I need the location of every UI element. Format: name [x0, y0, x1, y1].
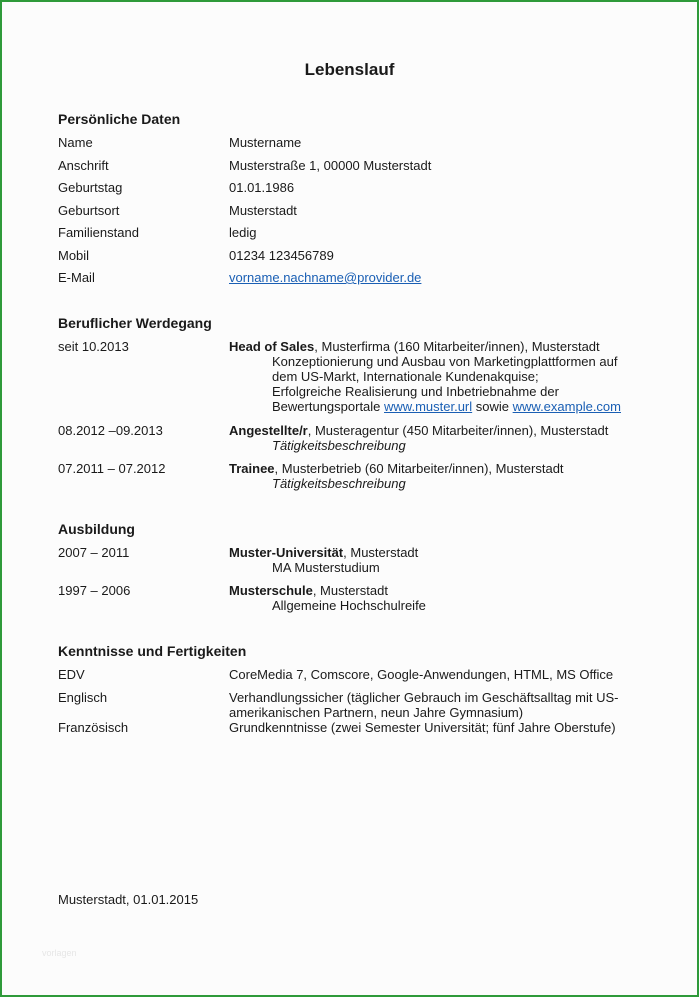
place-date-signature: Musterstadt, 01.01.2015 [58, 892, 199, 907]
row-label: Anschrift [58, 158, 109, 173]
entry-date: seit 10.2013 [58, 339, 129, 354]
url-link-example[interactable]: www.example.com [512, 399, 621, 414]
section-heading-personal: Persönliche Daten [58, 111, 181, 127]
entry-company: , Musterbetrieb (60 Mitarbeiter/innen), Musterstadt [274, 461, 564, 476]
entry-institution: Muster-Universität [229, 545, 344, 560]
url-link-muster[interactable]: www.muster.url [384, 399, 473, 414]
entry-role: Head of Sales [229, 339, 315, 354]
row-label: Französisch [58, 720, 129, 735]
entry-place: , Musterstadt [343, 545, 419, 560]
row-value: Musterstadt [229, 203, 297, 218]
row-value: 01234 123456789 [229, 248, 334, 263]
row-value: 01.01.1986 [229, 180, 295, 195]
entry-description-line: Bewertungsportale [272, 399, 385, 414]
entry-date: 1997 – 2006 [58, 583, 131, 598]
row-label: Geburtsort [58, 203, 120, 218]
entry-place: , Musterstadt [312, 583, 388, 598]
entry-description: Tätigkeitsbeschreibung [272, 438, 406, 453]
entry-date: 2007 – 2011 [58, 545, 130, 560]
row-value: CoreMedia 7, Comscore, Google-Anwendungen, HTML, MS Office [229, 667, 614, 682]
document-title: Lebenslauf [304, 60, 395, 79]
row-label: Mobil [58, 248, 90, 263]
watermark: vorlagen [42, 948, 77, 958]
row-label: Geburtstag [58, 180, 123, 195]
entry-degree: Allgemeine Hochschulreife [272, 598, 426, 613]
row-label: Familienstand [58, 225, 139, 240]
entry-role: Trainee [229, 461, 275, 476]
section-heading-career: Beruflicher Werdegang [58, 315, 212, 331]
link-separator: sowie [472, 399, 513, 414]
entry-company: , Musterfirma (160 Mitarbeiter/innen), Musterstadt [314, 339, 600, 354]
row-label: Englisch [58, 690, 108, 705]
row-value: Grundkenntnisse (zwei Semester Universität; fünf Jahre Oberstufe) [229, 720, 616, 735]
row-label: EDV [58, 667, 85, 682]
row-value-line: Verhandlungssicher (täglicher Gebrauch im Geschäftsalltag mit US- [229, 690, 619, 705]
row-label: E-Mail [58, 270, 95, 285]
entry-date: 08.2012 –09.2013 [58, 423, 163, 438]
entry-description-line: Konzeptionierung und Ausbau von Marketingplattformen auf [272, 354, 618, 369]
email-link[interactable]: vorname.nachname@provider.de [229, 270, 422, 285]
row-label: Name [58, 135, 93, 150]
entry-description: Tätigkeitsbeschreibung [272, 476, 406, 491]
entry-institution: Musterschule [229, 583, 313, 598]
row-value-line: amerikanischen Partnern, neun Jahre Gymnasium) [229, 705, 524, 720]
entry-date: 07.2011 – 07.2012 [58, 461, 166, 476]
section-heading-education: Ausbildung [58, 521, 135, 537]
entry-description-line: Erfolgreiche Realisierung und Inbetriebnahme der [272, 384, 559, 399]
row-value: Mustername [229, 135, 302, 150]
section-heading-skills: Kenntnisse und Fertigkeiten [58, 643, 247, 659]
entry-degree: MA Musterstudium [272, 560, 380, 575]
row-value: Musterstraße 1, 00000 Musterstadt [229, 158, 432, 173]
entry-role: Angestellte/r [229, 423, 308, 438]
entry-description-line: dem US-Markt, Internationale Kundenakquise; [272, 369, 539, 384]
row-value: ledig [229, 225, 257, 240]
entry-company: , Musteragentur (450 Mitarbeiter/innen), Musterstadt [307, 423, 609, 438]
